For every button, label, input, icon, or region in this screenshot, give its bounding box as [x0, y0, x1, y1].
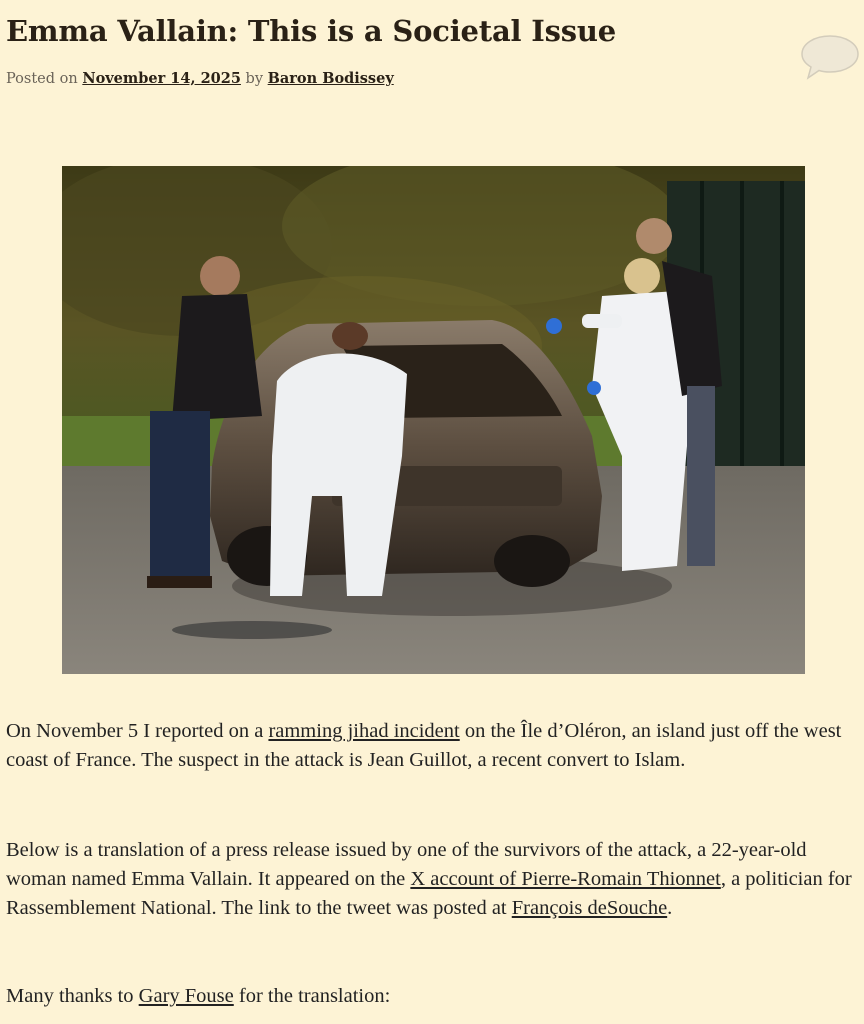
post-meta — [6, 70, 394, 87]
posted-on-label: Posted on — [6, 71, 78, 87]
article-paragraph-2 — [6, 836, 856, 923]
post-title: Emma Vallain: This is a Societal Issue — [6, 14, 617, 48]
paragraph-text: On November 5 I reported on a — [6, 720, 269, 742]
ramming-jihad-incident-link[interactable]: ramming jihad incident — [268, 720, 460, 742]
paragraph-text: . — [667, 897, 673, 919]
paragraph-text: Many thanks to — [6, 985, 139, 1007]
article-photo-burned-car — [62, 166, 805, 674]
gary-fouse-link[interactable]: Gary Fouse — [138, 985, 234, 1007]
paragraph-text: for the translation: — [233, 985, 391, 1007]
article-paragraph-1 — [6, 717, 856, 775]
francois-desouche-link[interactable]: François deSouche — [511, 897, 668, 919]
paragraph-text: on the Île d’Oléron, an island just off the west coast of France. The suspect in the attack is Jean Guillot, a recent convert to Islam. — [6, 720, 842, 771]
author-link[interactable]: Baron Bodissey — [267, 70, 394, 87]
comment-bubble-icon[interactable] — [800, 32, 860, 82]
article-paragraph-3 — [6, 982, 856, 1011]
paragraph-text: , a politician for Rassemblement National. The link to the tweet was posted at — [6, 868, 852, 919]
x-account-link[interactable]: X account of Pierre-Romain Thionnet — [410, 868, 721, 890]
by-label: by — [245, 71, 264, 87]
paragraph-text: Below is a translation of a press release issued by one of the survivors of the attack, a 22-year-old woman named Emma Vallain. It appeared on the — [6, 839, 807, 890]
post-date-link[interactable]: November 14, 2025 — [82, 70, 241, 87]
